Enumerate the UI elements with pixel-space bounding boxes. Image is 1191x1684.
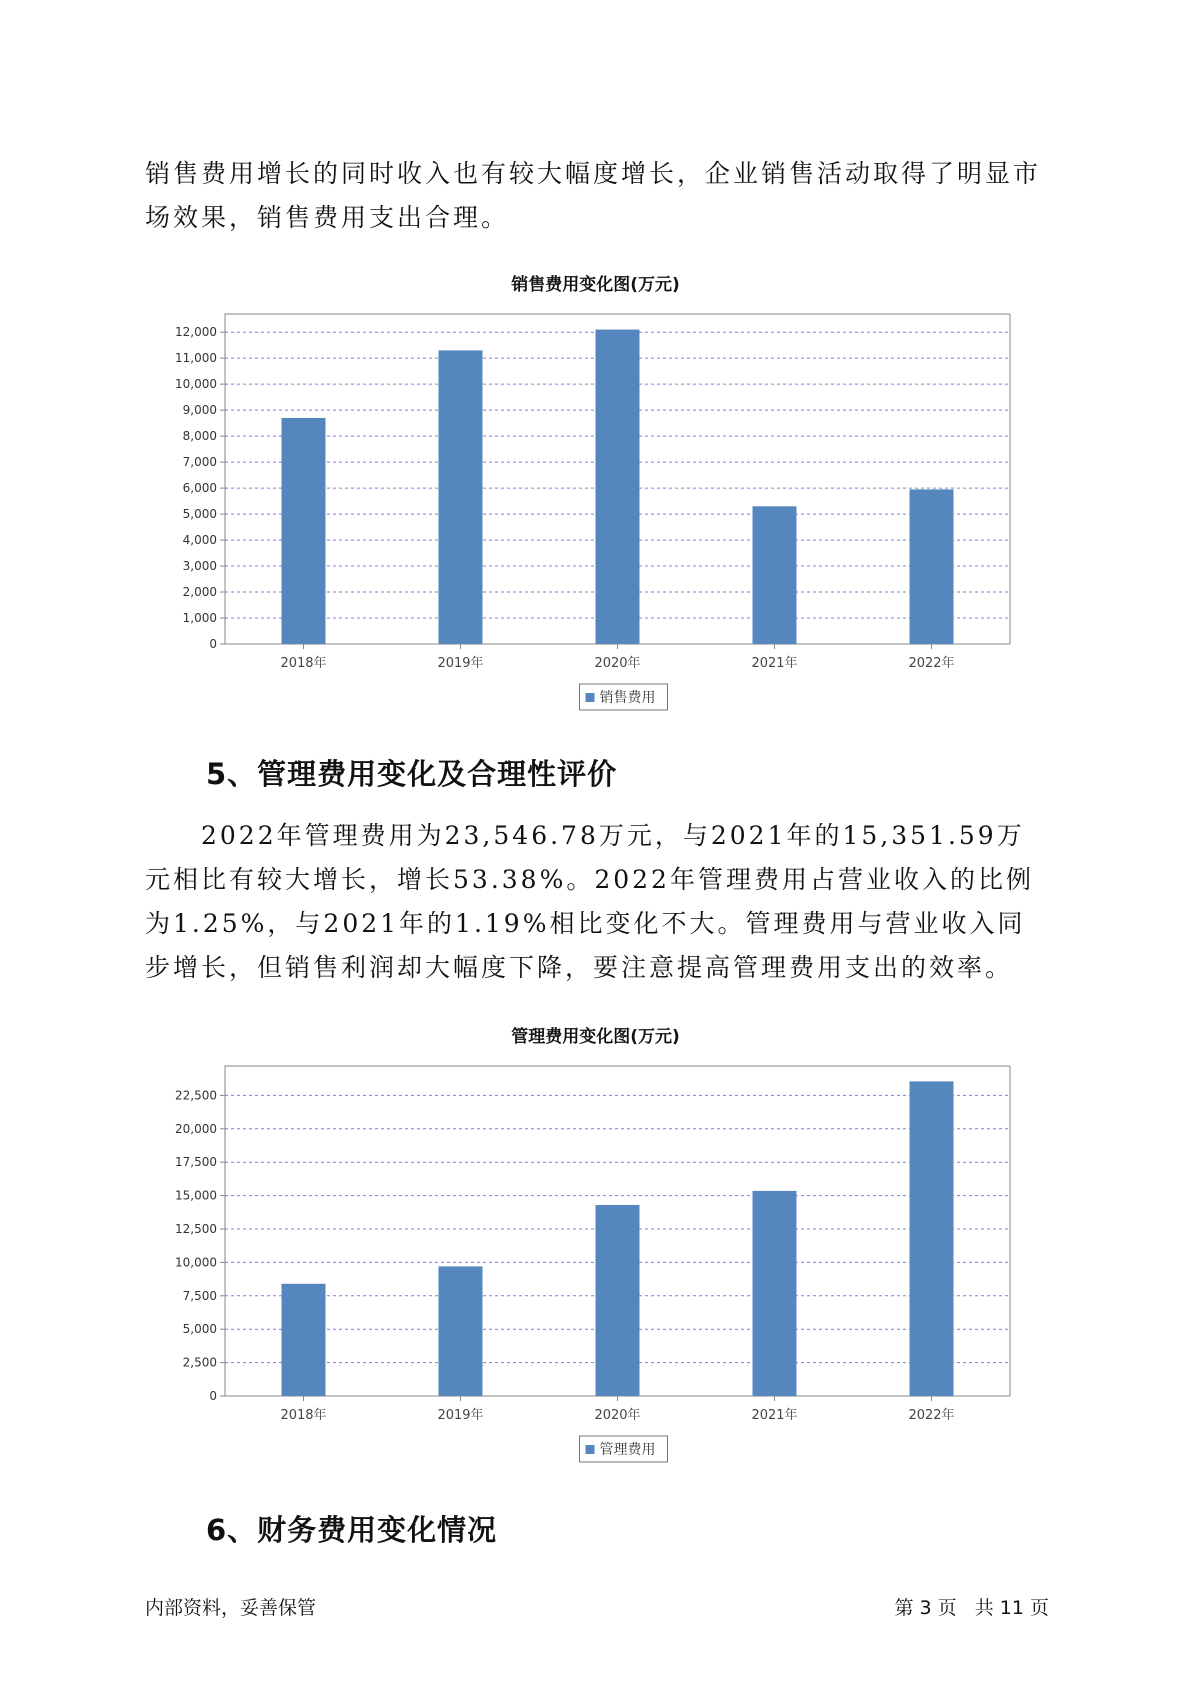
y-tick-label: 7,500 xyxy=(182,1288,217,1303)
admin-expense-chart xyxy=(150,1052,1030,1472)
y-tick-label: 12,500 xyxy=(175,1221,217,1236)
y-tick-label: 2,000 xyxy=(182,585,217,600)
bar xyxy=(439,350,483,644)
sales-expense-chart-title: 销售费用变化图(万元) xyxy=(511,275,680,295)
footer-page-number: 第 3 页 共 11 页 xyxy=(894,1597,1049,1619)
section5-paragraph: 2022年管理费用为23,546.78万元，与2021年的15,351.59万元相比有较大增长，增长53.38%。2022年管理费用占营业收入的比例为1.25%，与2021年的1.19%相比变化不大。管理费用与营业收入同步增长，但销售利润却大幅度下降，要注意提高管理费用支出的效率。 xyxy=(145,821,1034,982)
y-tick-label: 10,000 xyxy=(175,1255,217,1270)
y-tick-label: 22,500 xyxy=(175,1088,217,1103)
x-tick-label: 2018年 xyxy=(280,656,327,671)
y-tick-label: 0 xyxy=(209,637,217,651)
footer-confidential-note: 内部资料，妥善保管 xyxy=(145,1597,317,1619)
legend-swatch xyxy=(586,693,595,702)
y-tick-label: 4,000 xyxy=(182,533,217,548)
bar xyxy=(753,506,797,644)
x-tick-label: 2019年 xyxy=(437,656,484,671)
y-tick-label: 6,000 xyxy=(182,481,217,496)
admin-expense-chart-title: 管理费用变化图(万元) xyxy=(511,1027,680,1047)
y-tick-label: 9,000 xyxy=(182,403,217,418)
y-tick-label: 10,000 xyxy=(175,377,217,392)
bar xyxy=(282,418,326,644)
y-tick-label: 3,000 xyxy=(182,559,217,574)
bar xyxy=(596,330,640,644)
y-tick-label: 8,000 xyxy=(182,429,217,444)
legend xyxy=(580,1436,668,1462)
y-tick-label: 7,000 xyxy=(182,455,217,470)
x-tick-label: 2022年 xyxy=(908,1408,955,1423)
bar xyxy=(596,1205,640,1396)
x-tick-label: 2021年 xyxy=(751,656,798,671)
legend xyxy=(580,684,668,710)
y-tick-label: 0 xyxy=(209,1389,217,1403)
x-tick-label: 2020年 xyxy=(594,1408,641,1423)
intro-paragraph: 销售费用增长的同时收入也有较大幅度增长，企业销售活动取得了明显市场效果，销售费用支出合理。 xyxy=(145,159,1042,232)
bar xyxy=(910,489,954,644)
bar xyxy=(439,1266,483,1396)
x-tick-label: 2020年 xyxy=(594,656,641,671)
y-tick-label: 12,000 xyxy=(175,325,217,340)
x-tick-label: 2021年 xyxy=(751,1408,798,1423)
y-tick-label: 11,000 xyxy=(175,351,217,366)
x-tick-label: 2022年 xyxy=(908,656,955,671)
bar xyxy=(753,1191,797,1396)
y-tick-label: 1,000 xyxy=(182,611,217,626)
x-tick-label: 2019年 xyxy=(437,1408,484,1423)
y-tick-label: 20,000 xyxy=(175,1121,217,1136)
section5-heading: 5、管理费用变化及合理性评价 xyxy=(206,757,618,791)
legend-swatch xyxy=(586,1445,595,1454)
section6-heading: 6、财务费用变化情况 xyxy=(206,1513,498,1547)
y-tick-label: 15,000 xyxy=(175,1188,217,1203)
y-tick-label: 17,500 xyxy=(175,1155,217,1170)
y-tick-label: 2,500 xyxy=(182,1355,217,1370)
bar xyxy=(282,1284,326,1396)
bar xyxy=(910,1081,954,1396)
y-tick-label: 5,000 xyxy=(182,1322,217,1337)
legend-label: 销售费用 xyxy=(599,690,656,706)
sales-expense-chart xyxy=(150,300,1030,720)
legend-label: 管理费用 xyxy=(599,1442,656,1458)
x-tick-label: 2018年 xyxy=(280,1408,327,1423)
y-tick-label: 5,000 xyxy=(182,507,217,522)
